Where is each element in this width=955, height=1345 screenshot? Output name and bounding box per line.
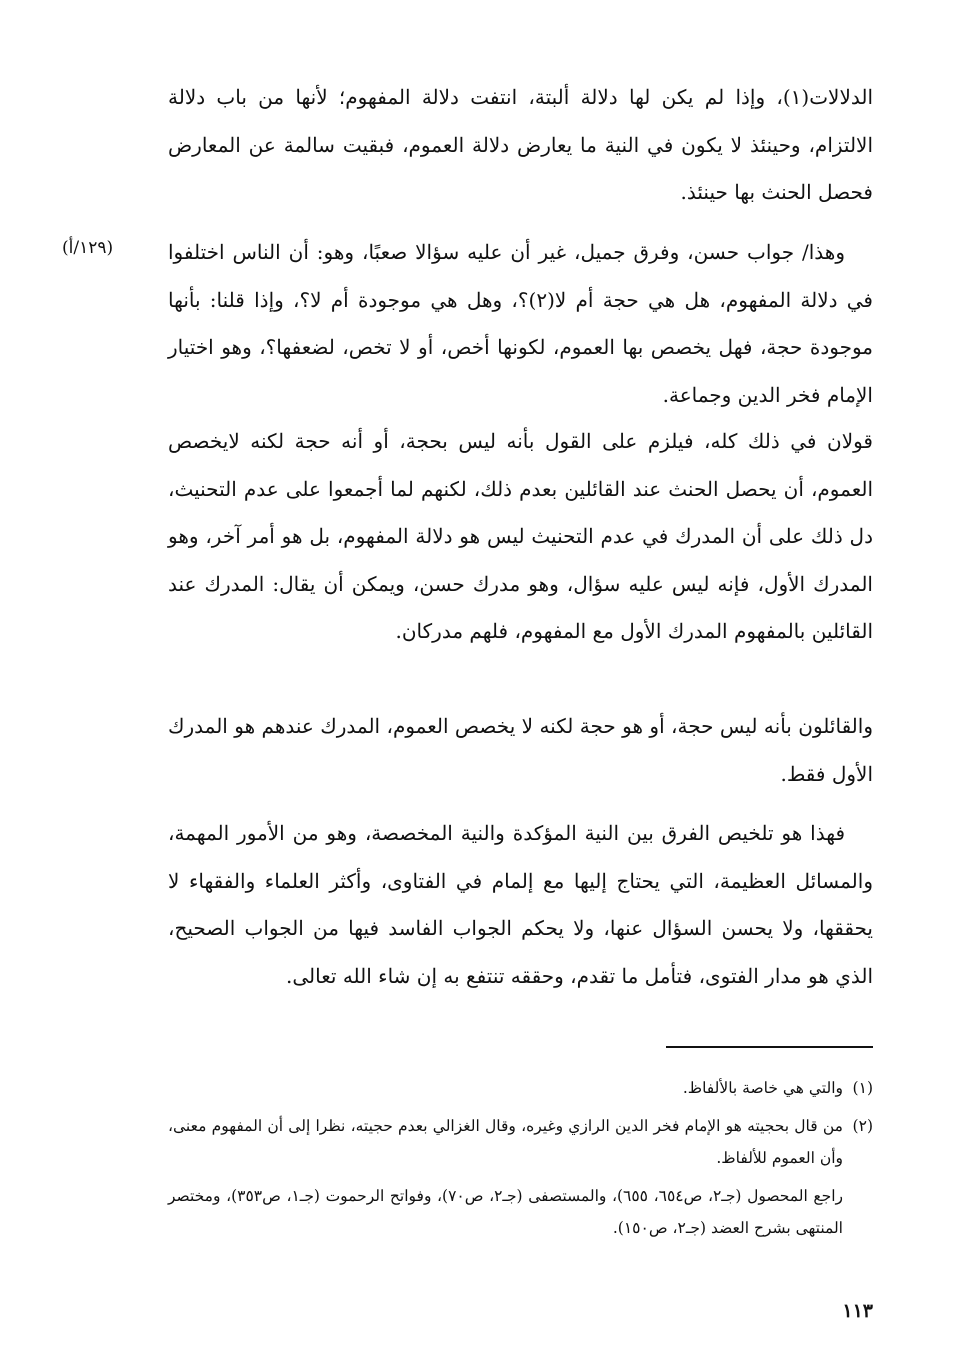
manuscript-folio-reference: (١٢٩/أ) bbox=[62, 238, 114, 258]
footnotes-section bbox=[168, 1072, 873, 1244]
body-paragraph-5: فهذا هو تلخيص الفرق بين النية المؤكدة والنية المخصصة، وهو من الأمور المهمة، والمسائل العظيمة، التي يحتاج إليها مع إلمام في الفتاوى، وأكثر العلماء والفقهاء لا يحققها، ولا يحسن السؤال عنها، ولا يحكم الجواب الفاسد فيها من الجواب الصحيح، الذي هو مدار الفتوى، فتأمل ما تقدم، وحققه تنتفع به إن شاء الله تعالى. bbox=[168, 821, 873, 988]
page-number: ١١٣ bbox=[842, 1300, 873, 1322]
body-paragraph-4: والقائلون بأنه ليس حجة، أو هو حجة لكنه لا يخصص العموم، المدرك عندهم هو المدرك الأول فقط. bbox=[168, 714, 873, 786]
body-paragraph-1: الدلالات(١)، وإذا لم يكن لها دلالة ألبتة، انتفت دلالة المفهوم؛ لأنها من باب دلالة الالتزام، وحينئذ لا يكون في النية ما يعارض دلالة العموم، فبقيت سالمة عن المعارض فحصل الحنث بها حينئذ. bbox=[168, 85, 873, 204]
footnote-2-text: من قال بحجيته هو الإمام فخر الدين الرازي وغيره، وقال الغزالي بعدم حجيته، نظرا إلى أن المفهوم معنى، وأن العموم للألفاظ. bbox=[168, 1117, 843, 1167]
footnote-1-number: (١) bbox=[852, 1079, 873, 1097]
footnote-1-text: والتي هي خاصة بالألفاظ. bbox=[682, 1079, 843, 1097]
footnote-separator bbox=[666, 1046, 873, 1048]
body-paragraph-3: قولان في ذلك كله، فيلزم على القول بأنه ليس بحجة، أو أنه حجة لكنه لايخصص العموم، أن يحصل الحنث عند القائلين بعدم ذلك، لكنهم لما أجمعوا على عدم التحنيث، دل ذلك على أن المدرك في عدم التحنيث ليس هو دلالة المفهوم، بل هو أمر آخر، وهو المدرك الأول، فإنه ليس عليه سؤال، وهو مدرك حسن، ويمكن أن يقال: المدرك عند القائلين بالمفهوم المدرك الأول مع المفهوم، فلهم مدركان. bbox=[168, 429, 873, 643]
footnote-2-references: راجع المحصول (جـ٢، ص٦٥٤، ٦٥٥)، والمستصفى (جـ٢، ص٧٠)، وفواتح الرحموت (جـ١، ص٣٥٣)، ومختصر المنتهى بشرح العضد (جـ٢، ص١٥٠). bbox=[168, 1187, 844, 1237]
footnote-1 bbox=[168, 1072, 873, 1104]
footnote-2-number: (٢) bbox=[852, 1117, 873, 1135]
body-paragraph-2: وهذا/ جواب حسن، وفرق جميل، غير أن عليه سؤالا صعبًا، وهو: أن الناس اختلفوا في دلالة المفهوم، هل هي حجة أم لا(٢)؟، وهل هي موجودة أم لا؟، وإذا قلنا: بأنها موجودة حجة، فهل يخصص بها العموم، لكونها أخص، أو لا تخص، لضعفها؟، وهو اختيار الإمام فخر الدين وجماعة. bbox=[168, 240, 873, 407]
footnote-2 bbox=[168, 1110, 873, 1174]
